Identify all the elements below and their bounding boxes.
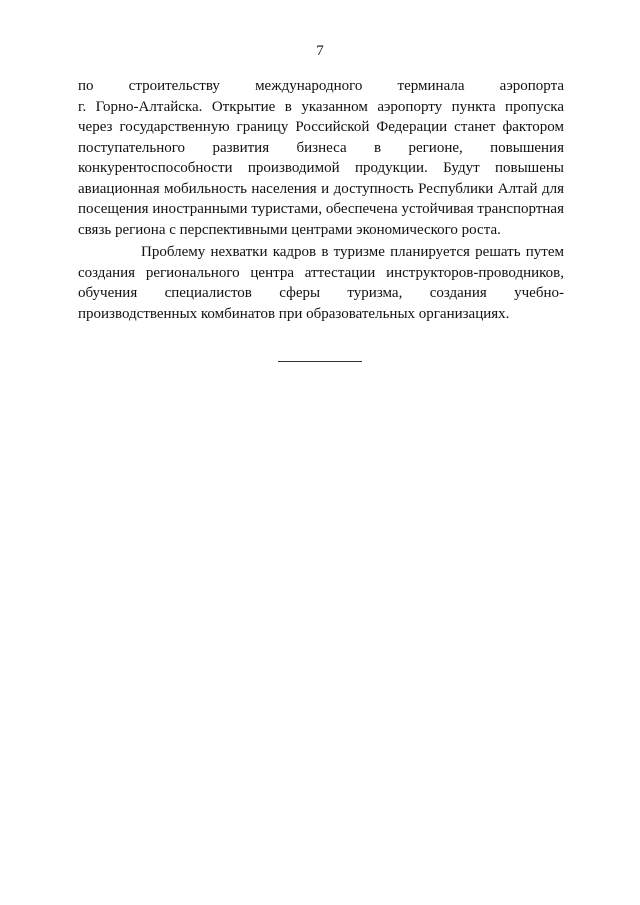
text-line: г. Горно-Алтайска. Открытие в указанном аэропорту пункта пропуска [78, 98, 564, 115]
text-line: поступательного развития бизнеса в регионе, повышения [78, 139, 564, 156]
text-line: производственных комбинатов при образовательных организациях. [78, 305, 510, 322]
paragraph-tourism-staff [78, 242, 564, 324]
paragraph-airport-terminal [78, 76, 564, 240]
text-line: обучения специалистов сферы туризма, создания учебно- [78, 285, 564, 301]
text-line: конкурентоспособности производимой продукции. Будут повышены [78, 160, 564, 176]
text-line: посещения иностранными туристами, обеспечена устойчивая транспортная [78, 201, 564, 217]
text-line: авиационная мобильность населения и доступность Республики Алтай для [78, 180, 564, 197]
document-body [78, 76, 564, 324]
text-line: создания регионального центра аттестации инструкторов-проводников, [78, 264, 564, 281]
separator-line [278, 361, 362, 362]
text-line: Проблему нехватки кадров в туризме планируется решать путем [141, 244, 564, 260]
text-line: по строительству международного терминала аэропорта [78, 78, 564, 94]
page-number: 7 [316, 43, 324, 59]
text-line: через государственную границу Российской Федерации станет фактором [78, 119, 564, 135]
text-line: связь региона с перспективными центрами экономического роста. [78, 221, 501, 238]
